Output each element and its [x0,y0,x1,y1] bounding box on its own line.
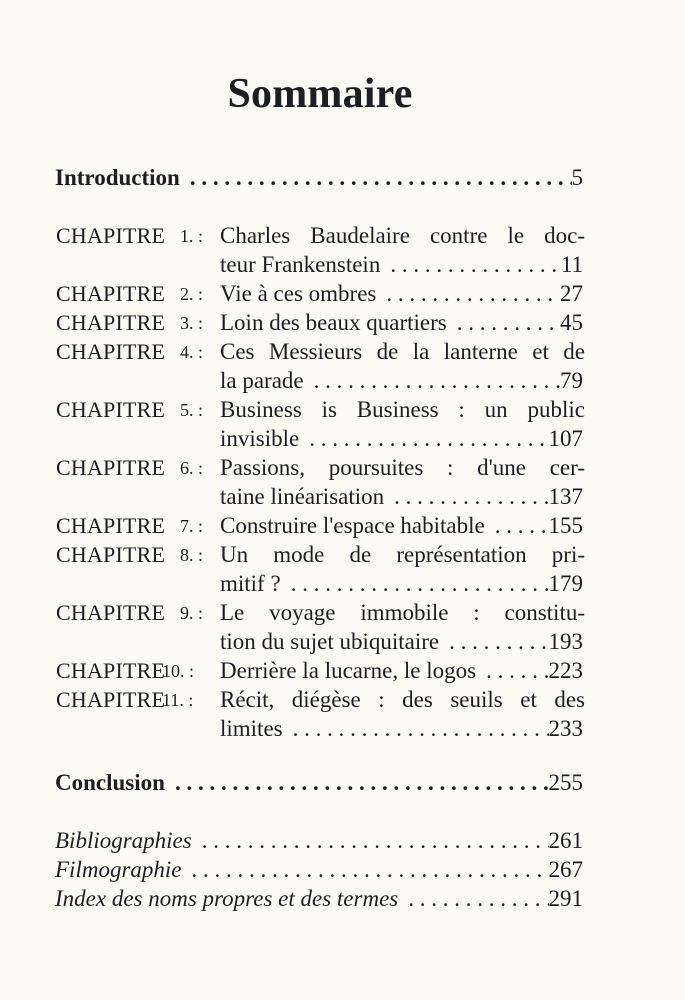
leader-dots [485,512,549,540]
chapter-label: CHAPITRE [56,397,166,422]
chapter-label: CHAPITRE [56,455,166,480]
chapter-label: CHAPITRE [56,513,166,538]
toc-entry-page: 107 [548,426,583,451]
chapter-number: 5. : [180,400,204,420]
chapter-title-line: teur Frankenstein . . . 11 [220,251,583,279]
leader-dots [281,570,549,598]
leader-dots [283,715,549,743]
leader-dots [376,280,560,308]
toc-entry-page: 137 [548,484,583,509]
chapter-title-line: taine linéarisation . . . 137 [220,483,583,511]
chapter-title-line: Un mode de représentation pri- [220,542,585,567]
page-title: Sommaire [227,71,413,117]
toc-entry-page: 233 [548,716,583,741]
chapter-number: 8. : [180,545,204,565]
toc-entry-page: 155 [548,513,583,538]
chapter-number: 9. : [180,603,204,623]
chapter-title-line: Derrière la lucarne, le logos . . . 223 [220,657,583,685]
chapter-title-line: Vie à ces ombres . . . 27 [220,280,583,308]
leader-dots [447,309,560,337]
leader-dots [180,164,572,192]
toc-entry-introduction[interactable] [55,164,583,192]
toc-entry-page: 223 [548,658,583,683]
chapter-title-line: Business is Business : un public [220,397,585,422]
toc-entry-conclusion[interactable] [55,769,583,797]
leader-dots [439,628,548,656]
leader-dots [384,483,548,511]
chapter-title-line: tion du sujet ubiquitaire . . . 193 [220,628,583,656]
chapter-title-line: Loin des beaux quartiers . . . 45 [220,309,583,337]
toc-entry-page: 261 [548,828,583,853]
toc-entry-page: 11 [560,252,583,277]
toc-entry-page: 5 [571,165,583,190]
toc-entry-bibliographies[interactable] [55,827,583,855]
toc-entry-page: 45 [560,310,583,335]
chapter-number: 3. : [180,313,204,333]
chapter-label: CHAPITRE [56,542,166,567]
chapter-title-line: Construire l'espace habitable . . . 155 [220,512,583,540]
leader-dots [398,885,548,913]
chapter-number: 1. : [180,226,204,246]
chapter-title-line: Passions, poursuites : d'une cer- [220,455,585,480]
chapter-title-line: Ces Messieurs de la lanterne et de [220,339,585,364]
chapter-label: CHAPITRE [56,339,166,364]
leader-dots [299,425,548,453]
chapter-number: 11. : [162,690,194,710]
chapter-label: CHAPITRE [56,310,166,335]
chapter-title-line: mitif ? . . . 179 [220,570,583,598]
chapter-label: CHAPITRE [56,687,166,712]
toc-entry-label: Index des noms propres et des termes [55,886,399,911]
leader-dots [165,769,549,797]
chapter-number: 10. : [162,661,195,681]
toc-entry-page: 79 [560,368,583,393]
chapter-label: CHAPITRE [56,600,166,625]
toc-entry-page: 267 [548,857,583,882]
chapter-label: CHAPITRE [56,281,166,306]
chapter-number: 2. : [180,284,204,304]
toc-entry-page: 27 [560,281,583,306]
chapter-title-line: limites . . . 233 [220,715,583,743]
toc-entry-page: 255 [548,770,583,795]
leader-dots [380,251,561,279]
chapter-title-line: Récit, diégèse : des seuils et des [220,687,585,712]
leader-dots [304,367,560,395]
toc-entry-page: 291 [548,886,583,911]
toc-entry-page: 193 [548,629,583,654]
toc-entry-index[interactable] [55,885,583,913]
chapter-title-line: Charles Baudelaire contre le doc- [220,223,585,248]
toc-entry-page: 179 [548,571,583,596]
chapter-number: 7. : [180,516,204,536]
chapter-label: CHAPITRE [56,223,166,248]
toc-entry-label: Introduction [55,165,180,190]
chapter-number: 6. : [180,458,204,478]
chapter-number: 4. : [180,342,204,362]
toc-entry-filmographie[interactable] [55,856,583,884]
toc-entry-label: Conclusion [55,770,165,795]
chapter-label: CHAPITRE [56,658,166,683]
leader-dots [192,827,549,855]
chapter-title-line: Le voyage immobile : constitu- [220,600,585,625]
toc-entry-label: Filmographie [55,857,182,882]
leader-dots [182,856,549,884]
chapter-title-line: invisible . . . 107 [220,425,583,453]
leader-dots [476,657,548,685]
toc-entry-label: Bibliographies [55,828,192,853]
chapter-title-line: la parade . . . 79 [220,367,583,395]
